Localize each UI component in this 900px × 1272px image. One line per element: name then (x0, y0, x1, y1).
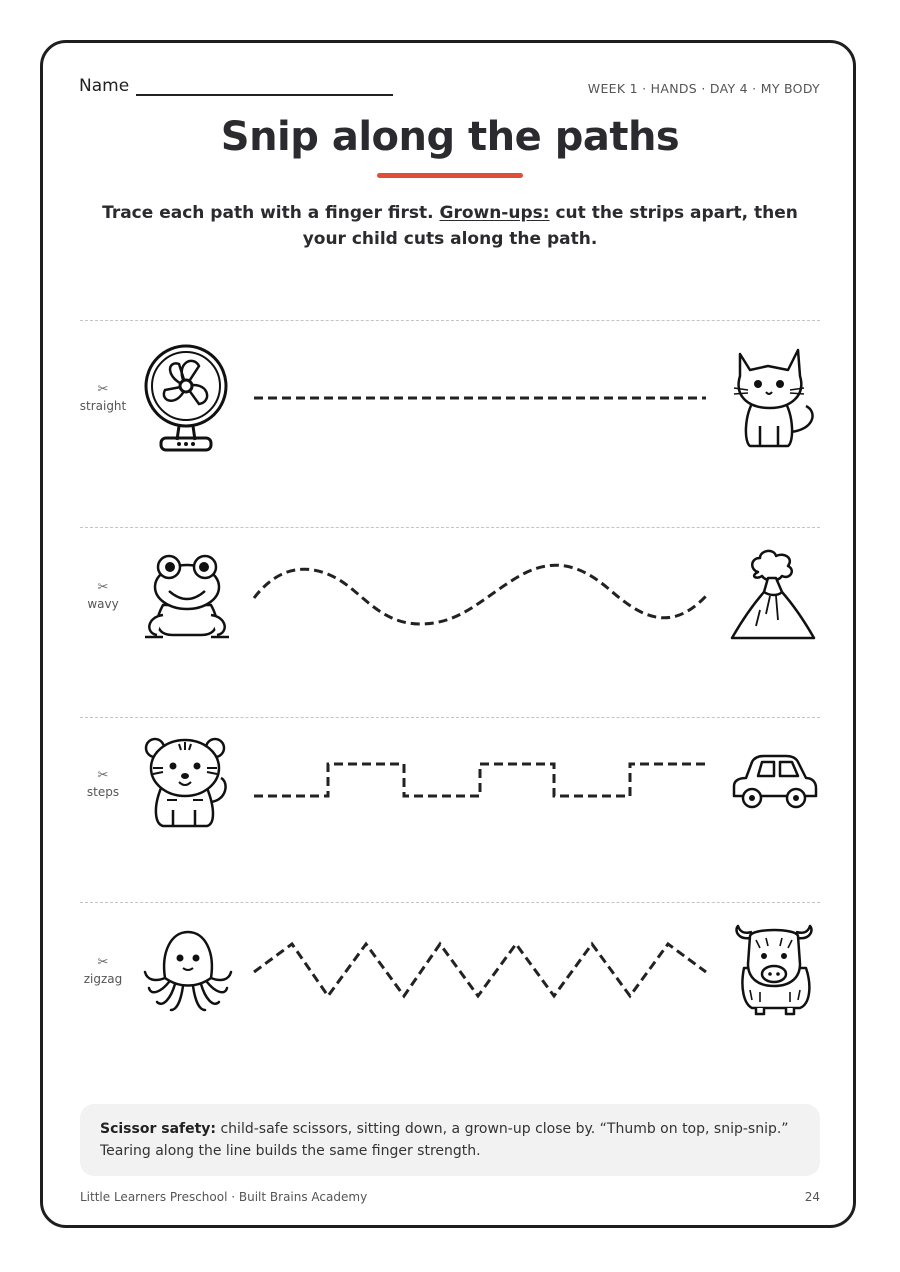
volcano-icon (730, 548, 818, 644)
scissors-icon: ✂ (97, 768, 109, 783)
cat-icon (730, 346, 818, 450)
tiger-icon (143, 738, 231, 830)
name-label: Name (79, 76, 130, 96)
row-label-text: wavy (87, 597, 119, 611)
row-label-straight (70, 382, 136, 414)
straight-cut-path[interactable] (250, 388, 710, 408)
week-label: WEEK 1 · HANDS · DAY 4 · MY BODY (587, 81, 820, 96)
steps-cut-path[interactable] (250, 758, 710, 804)
safety-text: child-safe scissors, sitting down, a grown-up close by. “Thumb on top, snip-snip.” Tearing along the line builds the same finger strength. (100, 1121, 789, 1159)
fan-icon (143, 344, 231, 454)
instructions (80, 200, 820, 252)
instructions-grownups: Grown-ups: (439, 203, 550, 223)
strip-divider (80, 320, 820, 321)
instructions-part1: Trace each path with a finger first. (102, 203, 440, 223)
scissors-icon: ✂ (97, 580, 109, 595)
safety-heading: Scissor safety: (100, 1121, 217, 1137)
wavy-cut-path[interactable] (250, 560, 710, 632)
scissors-icon: ✂ (97, 382, 109, 397)
footer-credit: Little Learners Preschool · Built Brains Academy (80, 1190, 368, 1204)
page-title: Snip along the paths (220, 114, 680, 160)
row-label-steps (70, 768, 136, 800)
row-label-text: zigzag (83, 972, 123, 986)
row-label-wavy (70, 580, 136, 612)
octopus-icon (143, 930, 233, 1016)
page-number: 24 (804, 1190, 820, 1204)
car-icon (730, 752, 818, 814)
scissor-safety-note (80, 1104, 820, 1176)
strip-divider (80, 902, 820, 903)
frog-icon (143, 553, 231, 641)
title-underline (377, 173, 523, 178)
instructions-part2: cut the strips apart, then your child cuts along the path. (302, 203, 798, 249)
row-label-zigzag (70, 955, 136, 987)
name-write-line[interactable] (136, 94, 393, 96)
scissors-icon: ✂ (97, 955, 109, 970)
zigzag-cut-path[interactable] (250, 938, 710, 1002)
row-label-text: straight (79, 399, 127, 413)
yak-icon (730, 924, 818, 1016)
strip-divider (80, 527, 820, 528)
row-label-text: steps (86, 785, 120, 799)
strip-divider (80, 717, 820, 718)
